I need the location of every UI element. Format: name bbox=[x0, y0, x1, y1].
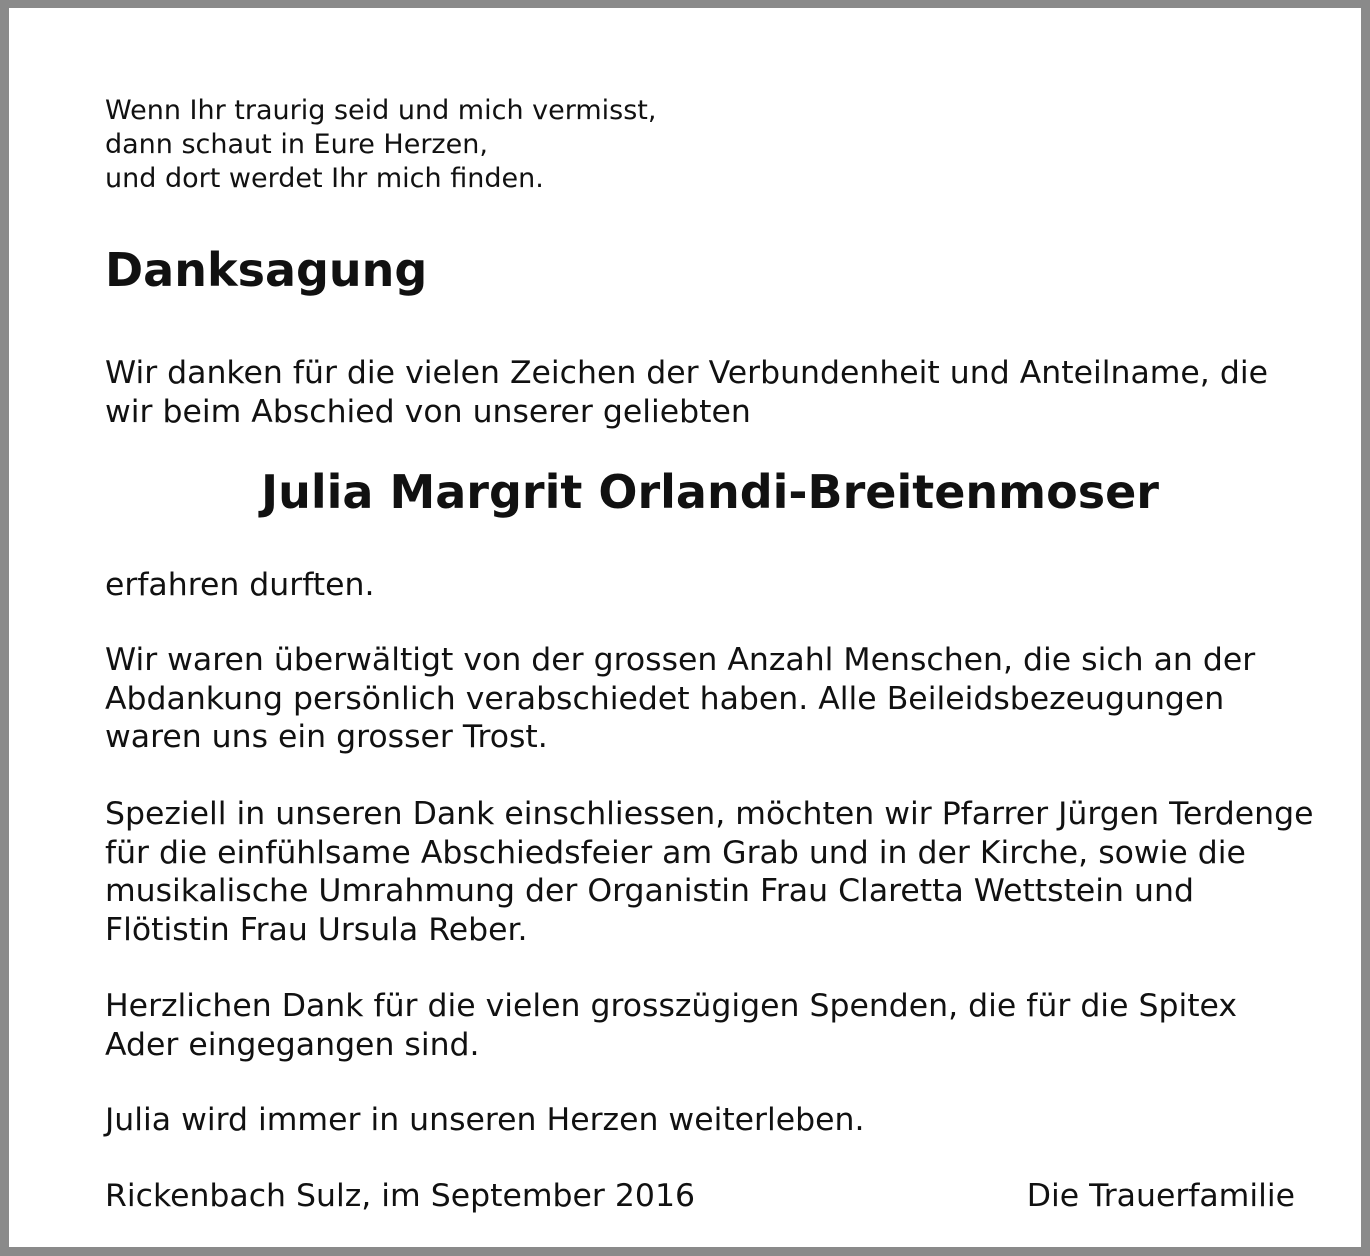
poem-line: dann schaut in Eure Herzen, bbox=[105, 129, 488, 160]
paragraph-memory: Julia wird immer in unseren Herzen weiterleben. bbox=[105, 1102, 865, 1138]
poem-line: und dort werdet Ihr mich finden. bbox=[105, 163, 544, 194]
heading: Danksagung bbox=[105, 243, 428, 297]
deceased-name: Julia Margrit Orlandi-Breitenmoser bbox=[261, 465, 1159, 519]
notice-content bbox=[105, 94, 1315, 1214]
paragraph-thanks: Speziell in unseren Dank einschliessen, möchten wir Pfarrer Jürgen Terdenge für die einfühlsame Abschiedsfeier am Grab und in der Kirche, sowie die musikalische Umrahmung der Organistin Frau Claretta Wettstein und Flötistin Frau Ursula Reber. bbox=[105, 796, 1314, 948]
poem-line: Wenn Ihr traurig seid und mich vermisst, bbox=[105, 95, 657, 126]
poem bbox=[105, 94, 1315, 196]
intro-end: erfahren durften. bbox=[105, 567, 375, 603]
signature: Die Trauerfamilie bbox=[1026, 1178, 1295, 1214]
paragraph-donations: Herzlichen Dank für die vielen grosszügigen Spenden, die für die Spitex Ader eingegangen sind. bbox=[105, 988, 1238, 1063]
place-date: Rickenbach Sulz, im September 2016 bbox=[105, 1178, 696, 1214]
paragraph-condolences: Wir waren überwältigt von der grossen Anzahl Menschen, die sich an der Abdankung persönlich verabschiedet haben. Alle Beileidsbezeugungen waren uns ein grosser Trost. bbox=[105, 642, 1256, 755]
intro-paragraph: Wir danken für die vielen Zeichen der Verbundenheit und Anteilname, die wir beim Abschied von unserer geliebten bbox=[105, 355, 1268, 430]
